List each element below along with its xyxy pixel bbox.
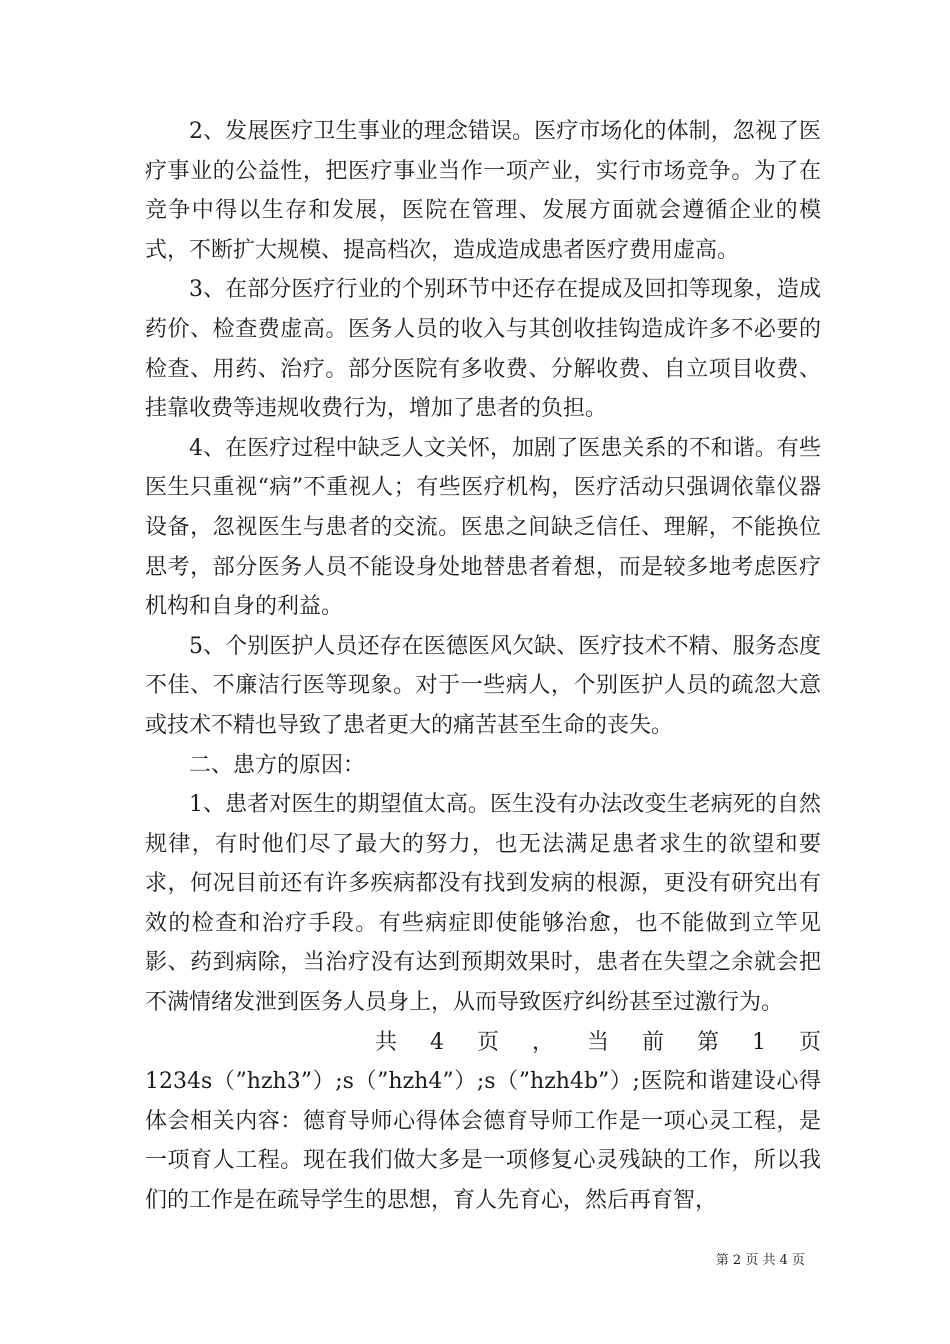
document-body (145, 112, 821, 1221)
paragraph-4: 4、在医疗过程中缺乏人文关怀，加剧了医患关系的不和谐。有些医生只重视“病”不重视人；有些医疗机构，医疗活动只强调依靠仪器设备，忽视医生与患者的交流。医患之间缺乏信任、理解，不能换位思考，部分医务人员不能设身处地替患者着想，而是较多地考虑医疗机构和自身的利益。 (145, 435, 821, 620)
paragraph-2: 2、发展医疗卫生事业的理念错误。医疗市场化的体制，忽视了医疗事业的公益性，把医疗事业当作一项产业，实行市场竞争。为了在竞争中得以生存和发展，医院在管理、发展方面就会遵循企业的模式，不断扩大规模、提高档次，造成造成患者医疗费用虚高。 (145, 119, 821, 263)
page-count-token: 4 (430, 1029, 444, 1055)
page-count-line (145, 1023, 821, 1063)
section-heading-patient-causes: 二、患方的原因： (189, 752, 366, 778)
trailing-text: 1234s（”hzh3”）;s（”hzh4”）;s（”hzh4b”）;医院和谐建设心得体会相关内容：德育导师心得体会德育导师工作是一项心灵工程，是一项育人工程。现在我们做大多是一项修复心灵残缺的工作，所以我们的工作是在疏导学生的思想，育人先育心，然后再育智， (145, 1069, 821, 1214)
paragraph-5: 5、个别医护人员还存在医德医风欠缺、医疗技术不精、服务态度不佳、不廉洁行医等现象。对于一些病人，个别医护人员的疏忽大意或技术不精也导致了患者更大的痛苦甚至生命的丧失。 (145, 633, 821, 738)
page-count-token: 页 (798, 1029, 821, 1055)
page-count-token: 共 (375, 1029, 398, 1055)
page-count-token: 页 (476, 1029, 499, 1055)
page-count-token: 当 (586, 1029, 609, 1055)
paragraph-patient-1: 1、患者对医生的期望值太高。医生没有办法改变生老病死的自然规律，有时他们尽了最大的努力，也无法满足患者求生的欲望和要求，何况目前还有许多疾病都没有找到发病的根源，更没有研究出有效的检查和治疗手段。有些病症即使能够治愈，也不能做到立竿见影、药到病除，当治疗没有达到预期效果时，患者在失望之余就会把不满情绪发泄到医务人员身上，从而导致医疗纠纷甚至过激行为。 (145, 792, 821, 1016)
page-count-token: ， (531, 1029, 554, 1055)
page-footer: 第 2 页 共 4 页 (715, 1253, 805, 1268)
page-count-token: 第 (696, 1029, 719, 1055)
page-count-token: 前 (641, 1029, 664, 1055)
paragraph-3: 3、在部分医疗行业的个别环节中还存在提成及回扣等现象，造成药价、检查费虚高。医务人员的收入与其创收挂钩造成许多不必要的检查、用药、治疗。部分医院有多收费、分解收费、自立项目收费、挂靠收费等违规收费行为，增加了患者的负担。 (145, 277, 821, 422)
page-count-token: 1 (751, 1029, 766, 1055)
